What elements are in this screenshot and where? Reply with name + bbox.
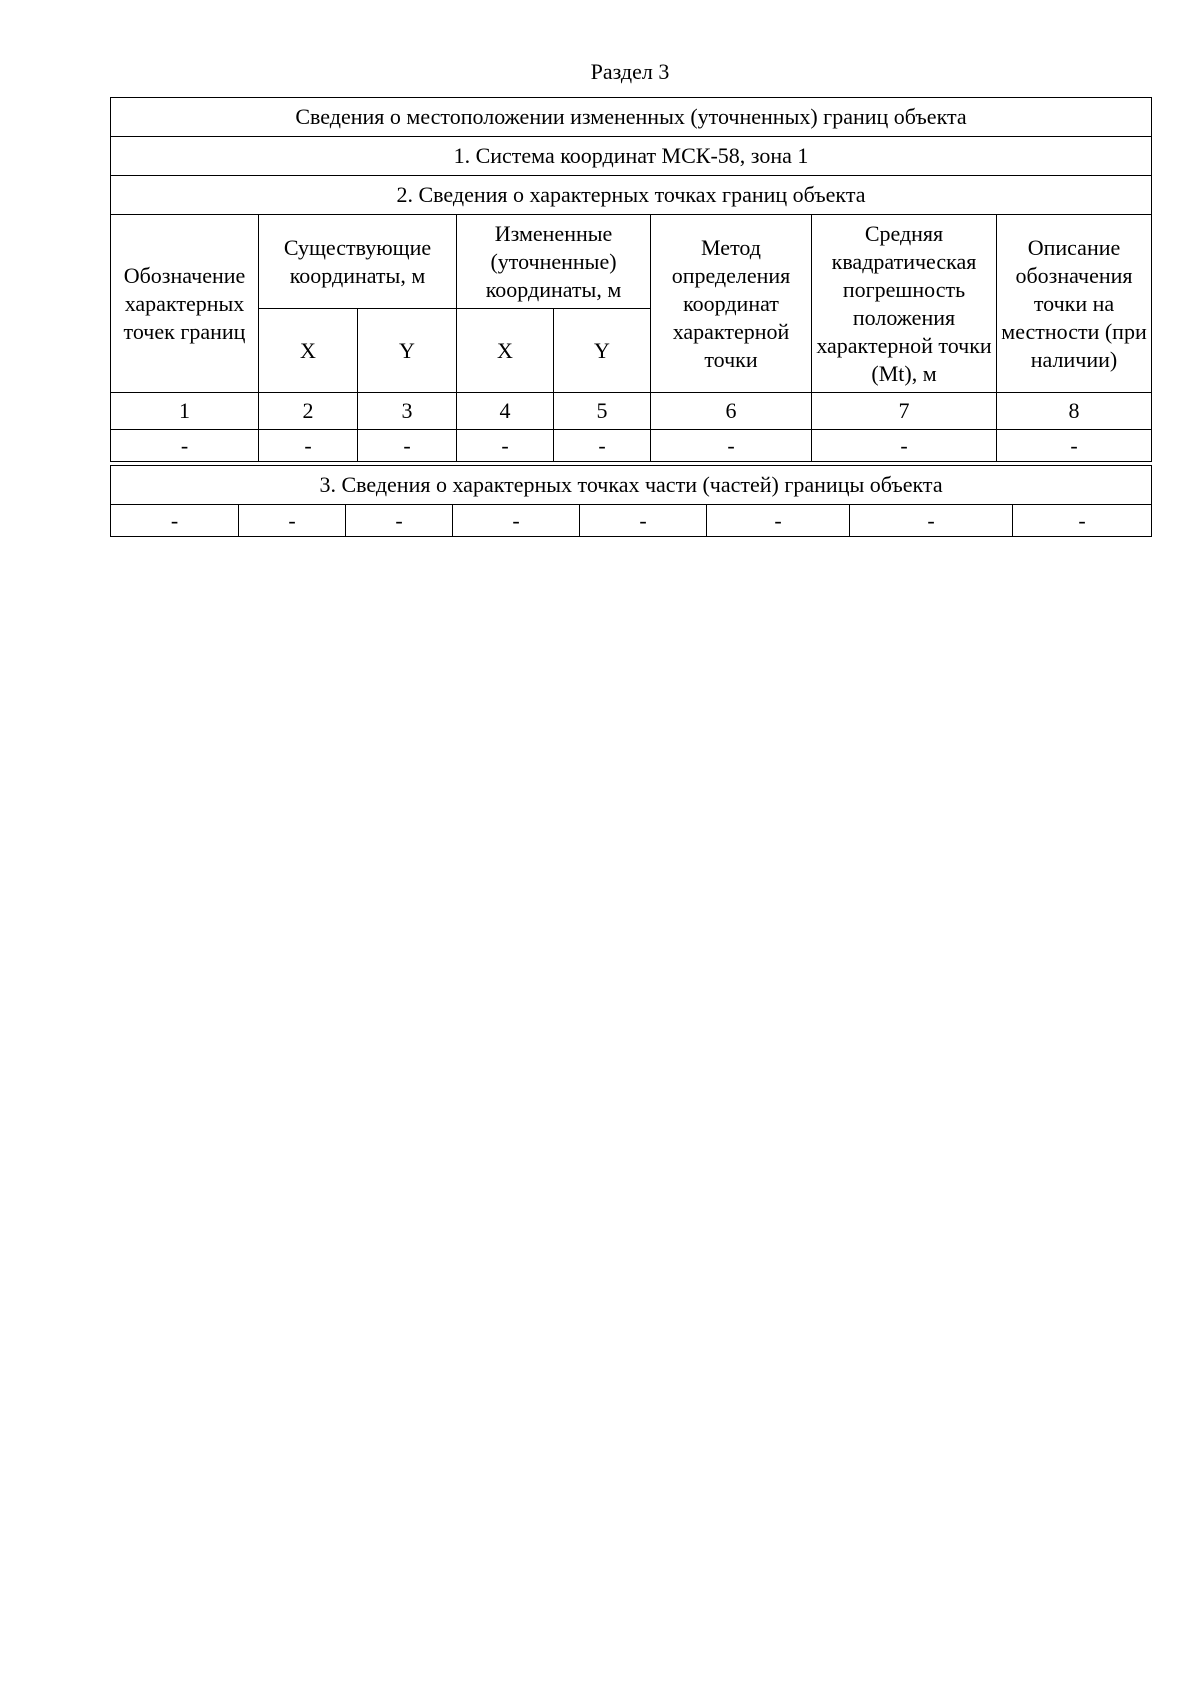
table-row: [111, 505, 1152, 537]
table-cell: -: [111, 505, 239, 537]
header-existing-coords: Существующие координаты, м: [259, 215, 457, 309]
column-number: 5: [554, 393, 651, 430]
table-cell: -: [358, 430, 457, 462]
table-title: Сведения о местоположении измененных (уточненных) границ объекта: [111, 98, 1152, 137]
table-cell: -: [997, 430, 1152, 462]
column-number: 3: [358, 393, 457, 430]
table-cell: -: [239, 505, 346, 537]
coordinate-system: 1. Система координат МСК-58, зона 1: [111, 137, 1152, 176]
column-number-row: [111, 393, 1152, 430]
header-changed-y: Y: [554, 309, 651, 393]
parts-table: [110, 465, 1152, 537]
boundary-table: [110, 97, 1152, 462]
table-cell: -: [850, 505, 1013, 537]
table-row: [111, 430, 1152, 462]
header-designation: Обозначение характерных точек границ: [111, 215, 259, 393]
header-existing-y: Y: [358, 309, 457, 393]
header-error: Средняя квадратическая погрешность положения характерной точки (Mt), м: [812, 215, 997, 393]
column-number: 6: [651, 393, 812, 430]
table-cell: -: [707, 505, 850, 537]
table-cell: -: [812, 430, 997, 462]
parts-heading: 3. Сведения о характерных точках части (частей) границы объекта: [111, 466, 1152, 505]
table-cell: -: [457, 430, 554, 462]
table-cell: -: [651, 430, 812, 462]
column-number: 4: [457, 393, 554, 430]
table-cell: -: [554, 430, 651, 462]
header-changed-x: X: [457, 309, 554, 393]
table-cell: -: [111, 430, 259, 462]
header-method: Метод определения координат характерной точки: [651, 215, 812, 393]
section-title: Раздел 3: [590, 59, 670, 84]
points-heading: 2. Сведения о характерных точках границ объекта: [111, 176, 1152, 215]
table-cell: -: [1013, 505, 1152, 537]
header-existing-x: X: [259, 309, 358, 393]
table-cell: -: [346, 505, 453, 537]
column-number: 1: [111, 393, 259, 430]
table-cell: -: [580, 505, 707, 537]
table-cell: -: [259, 430, 358, 462]
header-description: Описание обозначения точки на местности (при наличии): [997, 215, 1152, 393]
header-changed-coords: Измененные (уточненные) координаты, м: [457, 215, 651, 309]
column-number: 2: [259, 393, 358, 430]
column-number: 7: [812, 393, 997, 430]
column-number: 8: [997, 393, 1152, 430]
table-cell: -: [453, 505, 580, 537]
